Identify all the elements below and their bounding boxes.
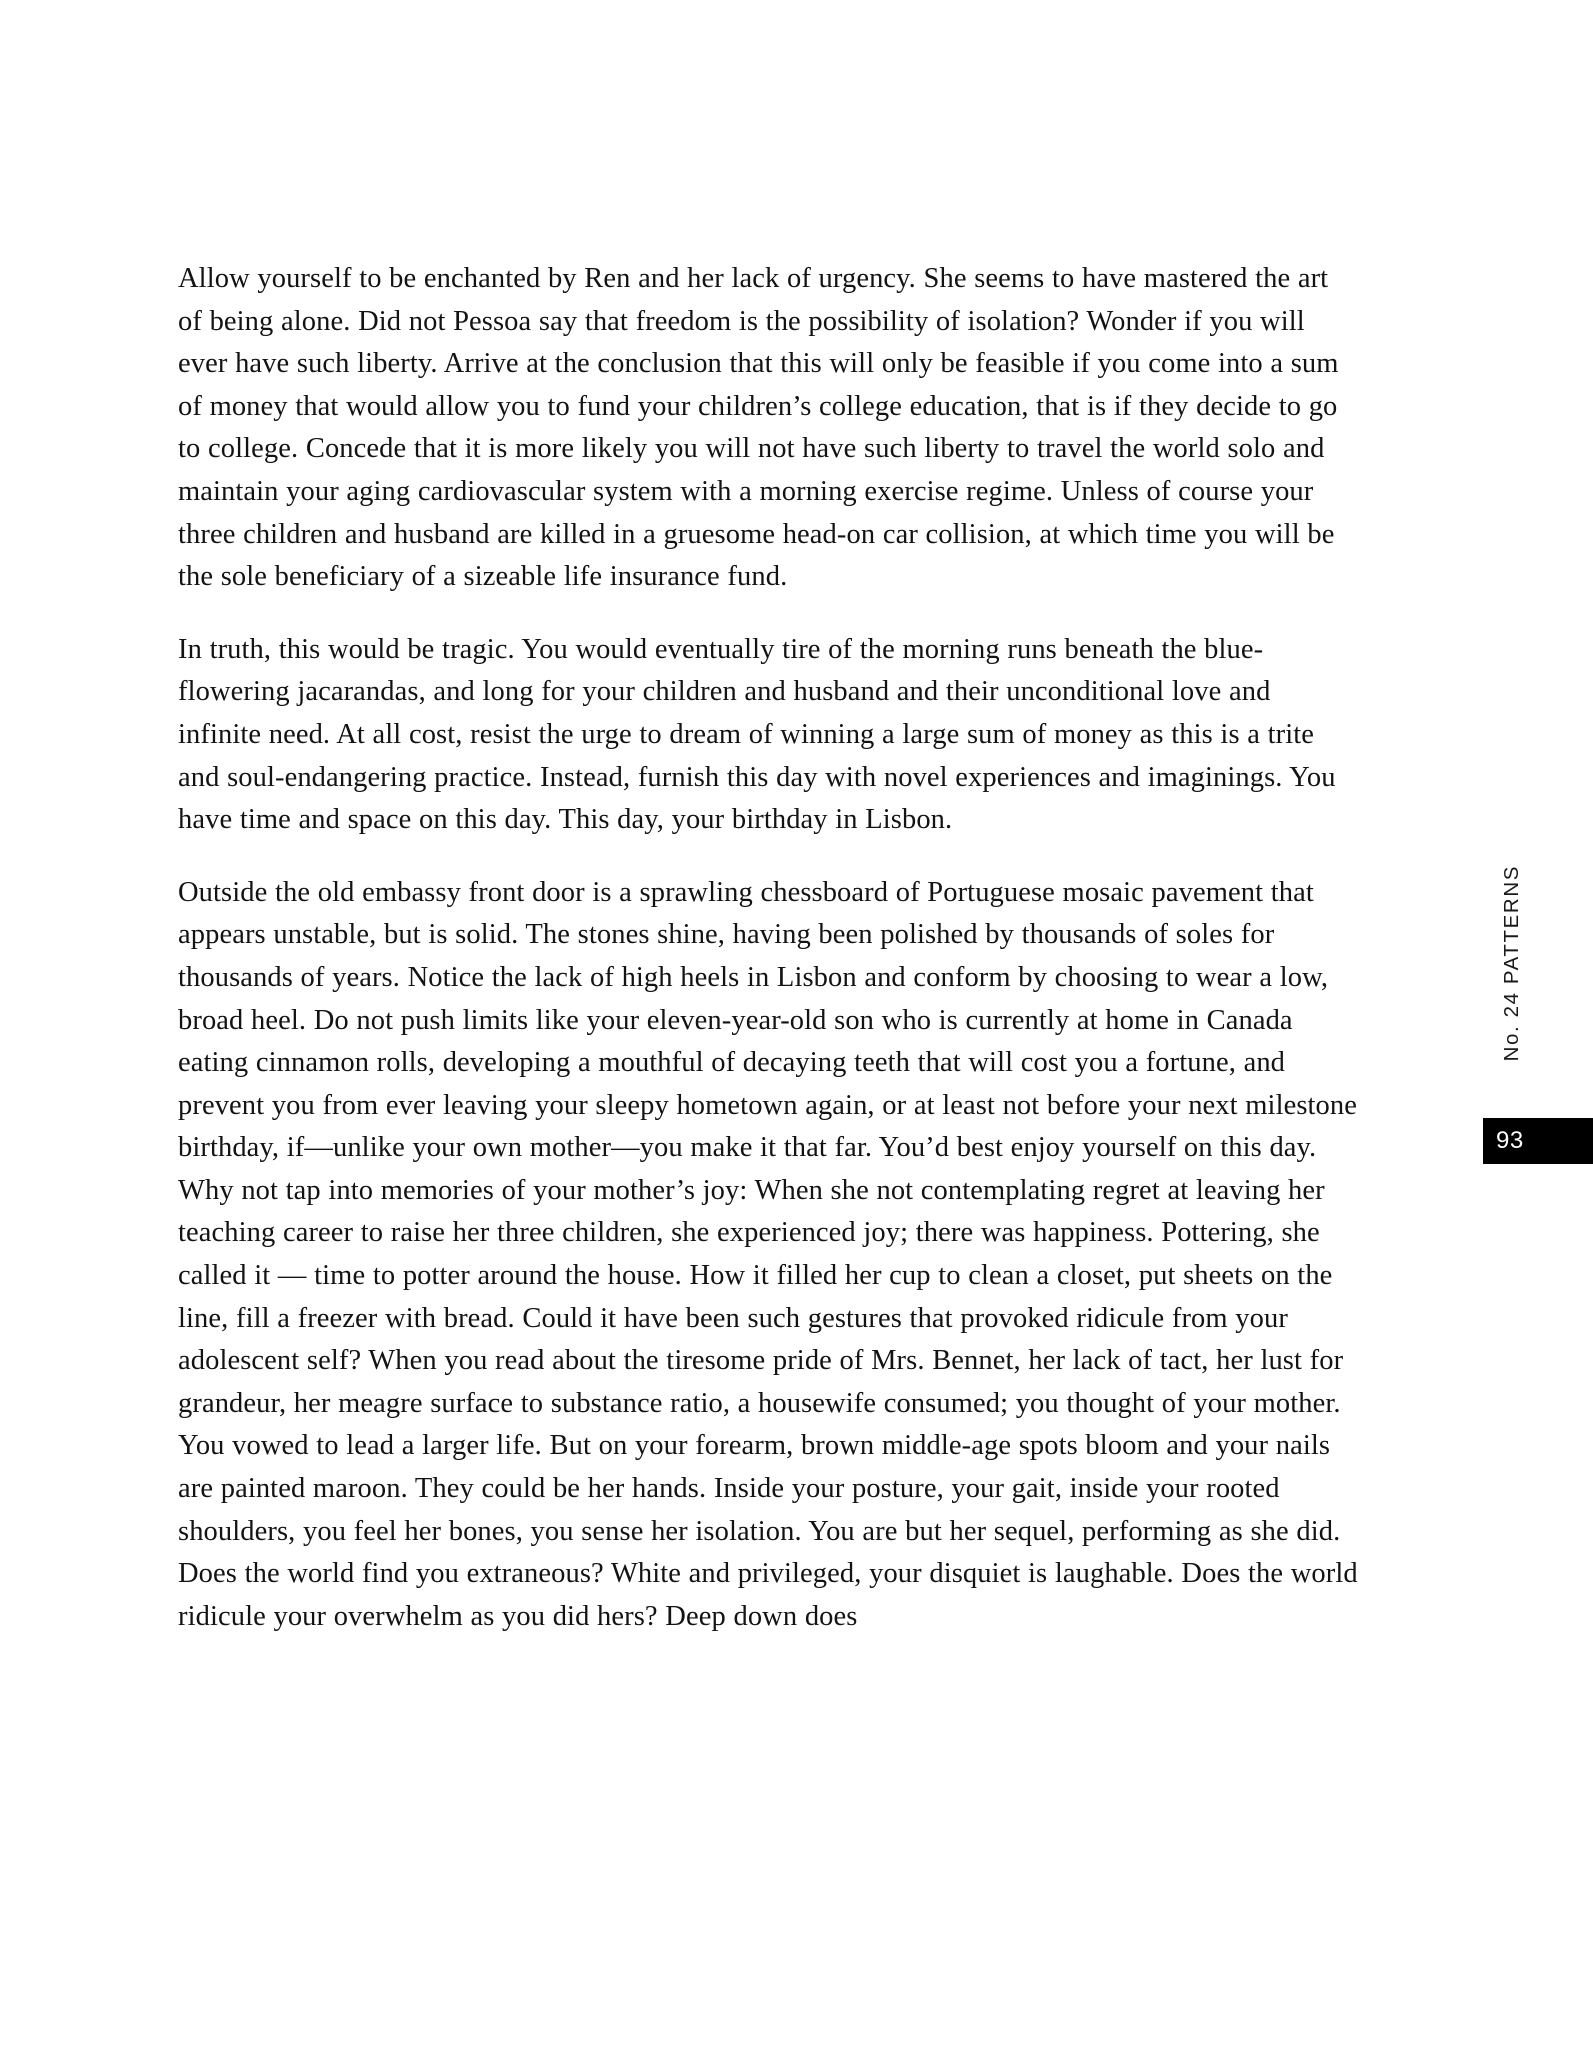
running-head	[1497, 865, 1527, 1145]
paragraph-2: In truth, this would be tragic. You would eventually tire of the morning runs beneath the blue-flowering jacarandas, and long for your children and husband and their unconditional love and infinite need. At all cost, resist the urge to dream of winning a large sum of money as this is a trite and soul-endangering practice. Instead, furnish this day with novel experiences and imaginings. You have time and space on this day. This day, your birthday in Lisbon.	[178, 633, 1336, 836]
page-number: 93	[1496, 1127, 1524, 1154]
body-text-column	[178, 258, 1358, 1638]
paragraph-3: Outside the old embassy front door is a sprawling chessboard of Portuguese mosaic pavement that appears unstable, but is solid. The stones shine, having been polished by thousands of soles for thousands of years. Notice the lack of high heels in Lisbon and conform by choosing to wear a low, broad heel. Do not push limits like your eleven-year-old son who is currently at home in Canada eating cinnamon rolls, developing a mouthful of decaying teeth that will cost you a fortune, and prevent you from ever leaving your sleepy hometown again, or at least not before your next milestone birthday, if—unlike your own mother—you make it that far. You’d best enjoy yourself on this day. Why not tap into memories of your mother’s joy: When she not contemplating regret at leaving her teaching career to raise her three children, she experienced joy; there was happiness. Pottering, she called it — time to potter around the house. How it filled her cup to clean a closet, put sheets on the line, fill a freezer with bread. Could it have been such gestures that provoked ridicule from your adolescent self? When you read about the tiresome pride of Mrs. Bennet, her lack of tact, her lust for grandeur, her meagre surface to substance ratio, a housewife consumed; you thought of your mother. You vowed to lead a larger life. But on your forearm, brown middle-age spots bloom and your nails are painted maroon. They could be her hands. Inside your posture, your gait, inside your rooted shoulders, you feel her bones, you sense her isolation. You are but her sequel, performing as she did. Does the world find you extraneous? White and privileged, your disquiet is laughable. Does the world ridicule your overwhelm as you did hers? Deep down does	[178, 876, 1358, 1632]
page-number-tab	[1483, 1118, 1593, 1164]
running-head-label: No. 24 PATTERNS	[1500, 865, 1523, 1062]
paragraph-1: Allow yourself to be enchanted by Ren and her lack of urgency. She seems to have mastered the art of being alone. Did not Pessoa say that freedom is the possibility of isolation? Wonder if you will ever have such liberty. Arrive at the conclusion that this will only be feasible if you come into a sum of money that would allow you to fund your children’s college education, that is if they decide to go to college. Concede that it is more likely you will not have such liberty to travel the world solo and maintain your aging cardiovascular system with a morning exercise regime. Unless of course your three children and husband are killed in a gruesome head-on car collision, at which time you will be the sole beneficiary of a sizeable life insurance fund.	[178, 263, 1339, 593]
